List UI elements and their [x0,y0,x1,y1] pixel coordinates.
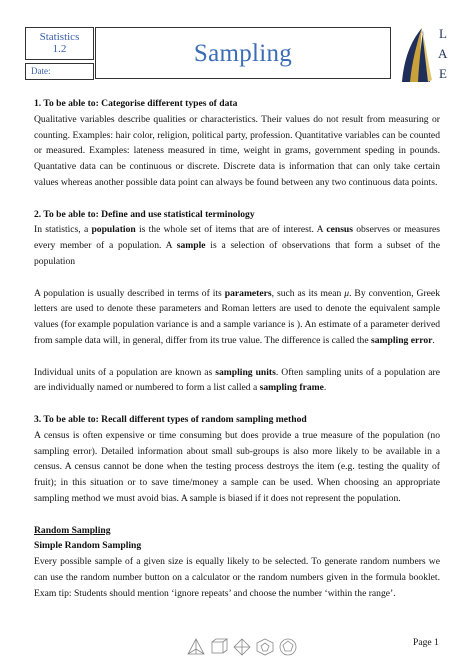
text: . [323,382,327,394]
text: observes or measures every member of a population. A [34,224,441,252]
page-number: Page 1 [413,637,439,648]
lae-logo-icon [396,22,452,86]
term-sample: sample [176,240,206,252]
title-box [95,27,391,79]
term-sampling-units: sampling units [215,366,276,378]
lae-logo [396,22,452,86]
document-body [34,96,440,602]
text: In statistics, a [34,224,92,236]
section-2-paragraph-2 [34,286,440,349]
text: . Often sampling units of a population are are individually named or numbered to form a list called a [34,366,440,394]
term-census: census [326,224,353,236]
section-1-heading: 1. To be able to: Categorise different types of data [34,98,238,109]
symbol-mu: μ [344,287,350,299]
text: . By convention, Greek letters are used to denote these parameters and Roman letters are used to denote the equivalent sample values (for example population variance is and a sample variance is ). An estimate of a parameter derived from sample data will, in general, differ from its true value. The difference is called the [34,287,440,346]
page-title: Sampling [193,40,293,67]
date-label: Date: [31,66,51,76]
section-3-heading: 3. To be able to: Recall different types of random sampling method [34,413,307,425]
topic-number: 1.2 [52,43,67,55]
term-sampling-error: sampling error [371,334,433,346]
section-2-heading: 2. To be able to: Define and use statistical terminology [34,208,255,220]
text: Individual units of a population are known as [34,366,216,378]
logo-letter-e: E [439,66,447,81]
section-2-paragraph-1 [34,222,440,269]
spacer [34,396,440,412]
text: A population is usually described in terms of its [34,287,225,299]
section-1-paragraph: Qualitative variables describe qualities or characteristics. Their values do not result from measuring or counting. Examples: hair color, religion, political party, profession. Quantitative variables can be counted or measured. Examples: lateness measured in time, weight in grams, government speding in pounds. Quantative data can be continuous or discrete. Discrete data is information that can only take certain values whereas another possible data point can always be found between any two continuous data points. [34,113,440,188]
spacer [34,507,440,523]
simple-random-sampling-paragraph: Every possible sample of a given size is equally likely to be selected. To generate random numbers we can use the random number button on a calculator or the random numbers given in the formula booklet. Exam tip: Students should mention ‘ignore repeats’ and choose the number ‘within the range’. [34,556,440,599]
term-sampling-frame: sampling frame [259,382,324,394]
polyhedra-decoration [187,638,297,656]
spacer [34,349,440,365]
text: is the whole set of items that are of interest. A [135,224,327,236]
text: . [432,334,435,346]
section-2-paragraph-3 [34,365,440,397]
topic-box [25,27,94,60]
text: , such as its mean [271,287,345,299]
logo-letter-l: L [439,26,447,41]
text: is a selection of observations that form a subset of the population [34,240,440,267]
polyhedra-icon [187,638,297,656]
logo-letter-a: A [438,46,448,61]
spacer [34,191,440,207]
topic-label: Statistics [39,31,80,43]
spacer [34,270,440,286]
term-population: population [91,224,136,236]
term-parameters: parameters [224,287,272,299]
random-sampling-heading: Random Sampling [34,524,111,536]
section-3-paragraph: A census is often expensive or time consuming but does provide a true measure of the population (no sampling error). Detailed information about small sub-groups is also more likely to be available in a census. A census cannot be done when the testing process destroys the item (e.g. testing the quality of fruit); in this situation or to save time/money a sample can be used. When choosing an appropriate sampling method we must avoid bias. A sample is biased if it does not represent the population. [34,429,440,504]
date-box [25,63,94,80]
simple-random-sampling-heading: Simple Random Sampling [34,540,142,552]
